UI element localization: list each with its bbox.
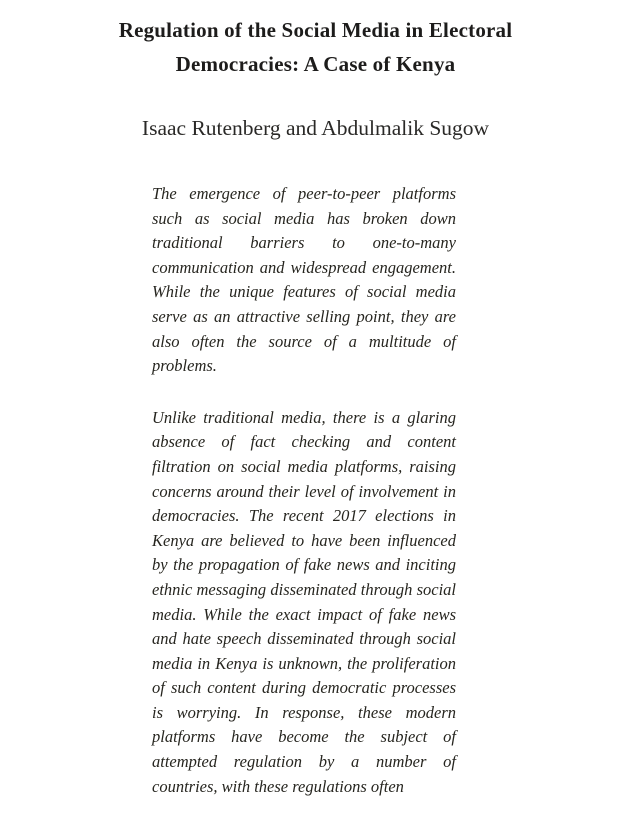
paper-title-line-1: Regulation of the Social Media in Electoral — [118, 18, 513, 42]
paper-abstract — [152, 182, 456, 799]
paper-title-line-2: Democracies: A Case of Kenya — [175, 52, 456, 76]
paper-title — [0, 13, 631, 81]
paper-page — [0, 13, 631, 832]
abstract-paragraph-2: Unlike traditional media, there is a glaring absence of fact checking and content filtration on social media platforms, raising concerns around their level of involvement in democracies. The recent 2017 elections in Kenya are believed to have been influenced by the propagation of fake news and inciting ethnic messaging disseminated through social media. While the exact impact of fake news and hate speech disseminated through social media in Kenya is unknown, the proliferation of such content during democratic processes is worrying. In response, these modern platforms have become the subject of attempted regulation by a number of countries, with these regulations often — [152, 407, 456, 796]
abstract-paragraph-1: The emergence of peer-to-peer platforms such as social media has broken down traditional barriers to one-to-many communication and widespread engagement. While the unique features of social media serve as an attractive selling point, they are also often the source of a multitude of problems. — [152, 184, 456, 376]
paper-authors: Isaac Rutenberg and Abdulmalik Sugow — [141, 116, 490, 140]
